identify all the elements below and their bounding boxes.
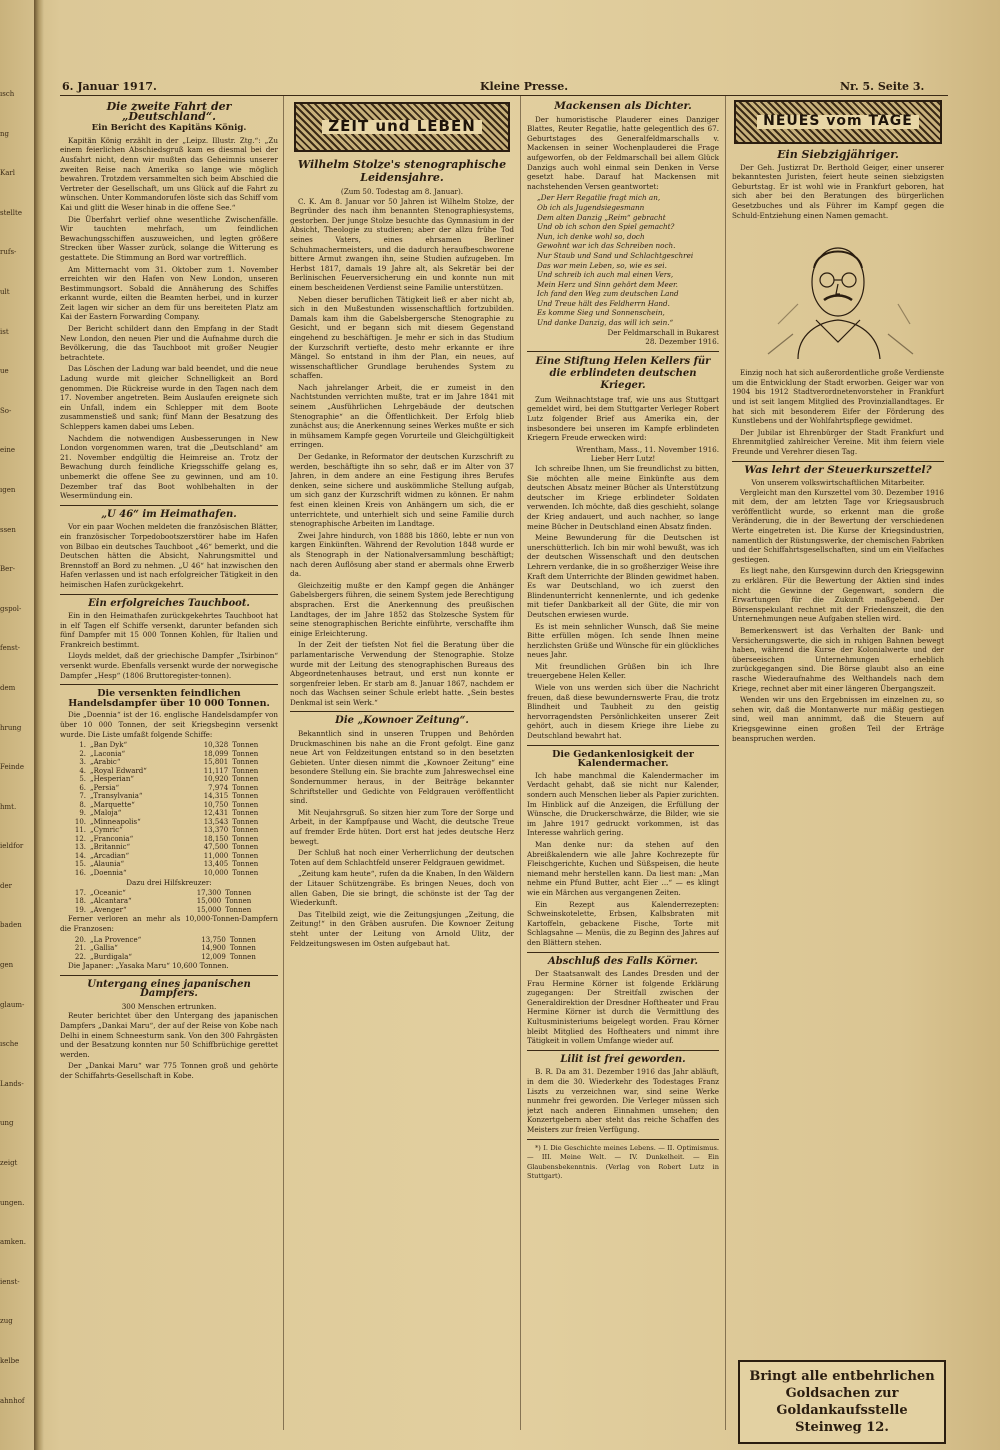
ship-cell: 7.: [79, 792, 86, 801]
ship-cell: „Ban Dyk“: [90, 741, 128, 750]
ship-cell: „Avenger“: [90, 905, 127, 914]
paragraph: Nach jahrelanger Arbeit, die er zumeist in den Nachtstunden verrichten mußte, trat er im Jahre 1841 mit seinem „Ausführlichen Lehrgebäude der deutschen Stenographie“ an die Öffentlichkeit. Der Erfolg blieb zunächst aus; die Anerkennung seines Werkes mußte er sich in mühsamem Kampfe gegen Vorurteile und Gleichgültigkeit erringen.: [290, 382, 514, 450]
ship-cell: 13,750: [201, 935, 226, 944]
article-title: Untergang eines japanischen Dampfers.: [87, 978, 251, 1000]
ship-cell: „Persia“: [90, 783, 120, 792]
divider: [527, 745, 719, 746]
divider: [527, 1139, 719, 1140]
divider: [60, 594, 278, 595]
article-title: Die versenkten feindlichen Handelsdampfer über 10 000 Tonnen.: [68, 688, 270, 709]
paragraph: In der Zeit der tiefsten Not fiel die Beratung über die parlamentarische Verwendung der Stenographie. Stolze wurde mit der Leitung des stenographischen Bureaus des Abgeordnetenhauses betraut, und erst nun konnte er sorgenfreier leben. Er starb am 8. Januar 1867, nachdem er noch das Wachsen seiner Schule erlebt hatte. „Sein bestes Denkmal ist sein Werk.“: [290, 640, 514, 707]
paragraph: Mit Neujahrsgruß. So sitzen hier zum Tore der Sorge und Arbeit, in der Kampfpause und Wacht, die deutsche Treue auf fremder Erde hüten. Dort erst hat jedes deutsche Herz bewegt.: [290, 807, 514, 846]
article-intro: Der Geh. Justizrat Dr. Berthold Geiger, einer unserer bekanntesten Juristen, feiert heute seinen siebzigsten Geburtstag. Er ist wohl wie in Frankfurt geboren, hat sich aber bei den Beratungen des bürgerlichen Gesetzbuches und als Führer im Kampf gegen die Schuld-Entziehung einen Namen gemacht.: [732, 162, 944, 220]
ship-cell: „Marquette“: [90, 800, 135, 809]
article-body: [290, 729, 514, 948]
ship-row: [60, 860, 278, 869]
paragraph: „Zeitung kam heute“, rufen da die Knaben, In den Wäldern der Litauer Schützengräbe. Es bringen Neues, doch von allen Gaben, Die sie bringt, die schönste ist der Tag der Wiederkunft.: [290, 869, 514, 908]
poem-signature: Der Feldmarschall in Bukarest: [607, 327, 719, 337]
ship-cell: „La Provence“: [90, 935, 142, 944]
ship-cell: 22.: [74, 952, 86, 961]
ship-row: [60, 843, 278, 852]
poem-date: 28. Dezember 1916.: [645, 337, 719, 347]
column-rule: [520, 95, 521, 1430]
article-subtitle: Ein Bericht des Kapitäns König.: [91, 123, 247, 134]
header-paper-name: Kleine Presse.: [480, 80, 569, 93]
article-intro: Der humoristische Plauderer eines Danziger Blattes, Reuter Regatlie, hatte gelegentlich des 67. Geburtstages des Generalfeldmarschalls v. Mackensen in seiner Wochenplauderei die Frage aufgeworfen, ob der Feldmarschall bei allem Glück Danzigs auch wohl einmal sein Denken in Verse gesetzt habe. Darauf hat Mackensen mit nachstehenden Versen geantwortet:: [527, 114, 719, 191]
gold-purchase-advertisement: Bringt alle entbehrlichen Goldsachen zur Goldankaufsstelle Steinweg 12.: [738, 1360, 946, 1444]
ship-row: [60, 936, 278, 945]
ship-row: [60, 741, 278, 750]
ship-cell: „Cymric“: [90, 826, 123, 835]
edge-fragment: dem: [0, 683, 16, 692]
ship-cell: 11,000: [203, 851, 229, 860]
ship-cell: Tonnen: [232, 809, 259, 818]
section-banner: [294, 102, 510, 152]
paragraph: Lloyds meldet, daß der griechische Dampfer „Tsirbinon“ versenkt wurde. Ebenfalls versenkt wurde der norwegische Dampfer „Hesp“ (1806 Bruttoregister-tonnen).: [60, 651, 278, 680]
paragraph: Ich schreibe Ihnen, um Sie freundlichst zu bitten, Sie möchten alle meine Einkünfte aus dem deutschen Absatz meiner Bücher als Unterstützung deutscher im Kriege erblindeter Soldaten verwenden. Ich möchte, daß dies geschieht, solange der Krieg andauert, und auch nachher, so lange meine Bücher in Deutschland einen Absatz finden.: [527, 464, 719, 531]
ship-cell: 13,543: [203, 817, 229, 826]
article-title: Eine Stiftung Helen Kellers für die erblindeten deutschen Krieger.: [535, 355, 711, 391]
ship-cell: 18.: [74, 897, 86, 906]
edge-fragment: ıgen: [0, 485, 16, 494]
poem-line: Und ob ich schon den Spiel gemacht?: [537, 222, 675, 232]
ship-cell: 10,328: [203, 741, 229, 750]
ship-cell: Tonnen: [232, 800, 259, 809]
paragraph: Ein in den Heimathafen zurückgekehrtes Tauchboot hat in elf Tagen elf Schiffe versenkt, darunter befanden sich fünf Dampfer mit 15 000 Tonnen Kohlen, für Italien und Frankreich bestimmt.: [60, 611, 278, 649]
paragraph: Man denke nur: da stehen auf den Abreißkalendern wie alle Jahre Kochrezepte für Fleischgerichte, Kuchen und Süßspeisen, die heute niemand mehr herstellen kann. Da liest man: „Man nehme ein Pfund Butter, acht Eier ...“ — es klingt wie ein Märchen aus vergangenen Zeiten.: [527, 839, 719, 897]
ship-cell: „Hesperian“: [90, 775, 134, 784]
ship-cell: Tonnen: [232, 860, 259, 869]
ship-row: [60, 944, 278, 953]
ship-cell: Tonnen: [225, 897, 252, 906]
article-body: [60, 522, 278, 589]
french-label: Ferner verloren an mehr als 10,000-Tonnen-Dampfern die Franzosen:: [60, 914, 278, 933]
paragraph: B. R. Da am 31. Dezember 1916 das Jahr abläuft, in dem die 30. Wiederkehr des Todestages Franz Liszts zu verzeichnen war, sind seine Werke nunmehr frei geworden. Die Verleger müssen sich jetzt nach anderen Einnahmen umsehen; den Konzertgebern aber steht das reiche Schaffen des Meisters zur freien Verfügung.: [527, 1067, 719, 1134]
ship-cell: „Gallia“: [90, 944, 118, 952]
ship-cell: 12,431: [203, 809, 229, 818]
ship-cell: 5.: [79, 775, 86, 784]
ship-cell: 13.: [74, 843, 86, 852]
divider: [60, 975, 278, 976]
article-title: Ein erfolgreiches Tauchboot.: [88, 597, 250, 609]
poem-line: Und Treue hält des Feldherrn Hand.: [537, 298, 670, 308]
edge-fragment: ult: [0, 287, 10, 296]
ship-cell: „Transylvania“: [90, 792, 143, 801]
paragraph: Es ist mein sehnlicher Wunsch, daß Sie meine Bitte erfüllen mögen. Ich sende Ihnen meine herzlichsten Grüße und Wünsche für ein glückliches neues Jahr.: [527, 621, 719, 660]
article-body: [732, 368, 944, 456]
paragraph: Neben dieser beruflichen Tätigkeit ließ er aber nicht ab, sich in den Mußestunden wissenschaftlich fortzubilden. Damals kam ihm die Gabelsbergersche Stenographie zu Gesicht, und er begann sich mit diesem Gegenstand eingehend zu beschäftigen. Je mehr er sich in das Studium der Kurzschrift vertiefte, desto mehr erkannte er ihre Mängel. So entstand in ihm der Plan, ein neues, auf wissenschaftlicher Grundlage beruhendes System zu schaffen.: [290, 294, 514, 381]
article-title: Lilit ist frei geworden.: [560, 1053, 686, 1065]
ship-row: [60, 869, 278, 878]
paragraph: Bekanntlich sind in unseren Truppen und Behörden Druckmaschinen bis nahe an die Front gefolgt. Eine ganz neue Art von Feldzeitungen entstand so in den besetzten Gebieten. Unter diesen nimmt die „Kownoer Zeitung“ eine besondere Stellung ein. Sie brachte zum Jahreswechsel eine Sondernummer heraus, in der Beiträge bekannter Schriftsteller und Gedichte von Feldgrauen veröffentlicht sind.: [290, 729, 514, 806]
ship-row: [60, 835, 278, 844]
banner-text: NEUES vom TAGE: [757, 115, 919, 129]
paragraph: Gleichzeitig mußte er den Kampf gegen die Anhänger Gabelsbergers führen, die seinem System jede Berechtigung absprachen. Erst die Anerkennung des preußischen Landtages, der im Jahre 1852 das Stolzesche System für seine stenographischen Berichte einführte, verschaffte ihm einige Erleichterung.: [290, 580, 514, 638]
article-subtitle: Von unserem volkswirtschaftlichen Mitarbeiter.: [751, 478, 925, 488]
ship-cell: 21.: [74, 944, 86, 952]
ship-cell: Tonnen: [232, 741, 259, 750]
ship-cell: „Arcadian“: [90, 851, 130, 860]
paragraph: Die Überfahrt verlief ohne wesentliche Zwischenfälle. Wir tauchten mehrfach, um feindlichen Bewachungsschiffen auszuweichen, und legten größere Strecken über Wasser zurück, solange die Witterung es gestattete. Die Stimmung an Bord war vortrefflich.: [60, 214, 278, 262]
edge-fragment: gspol-: [0, 604, 22, 613]
edge-fragment: Lands-: [0, 1079, 24, 1088]
article-body: [60, 611, 278, 680]
article-body: [732, 488, 944, 743]
ship-cell: 11.: [74, 826, 86, 835]
ship-cell: 14,900: [201, 944, 226, 952]
poem-line: Und schreib ich auch mal einen Vers,: [537, 270, 674, 280]
ship-cell: 10,000: [203, 868, 229, 877]
paragraph: Das Titelbild zeigt, wie die Zeitungsjungen „Zeitung, die Zeitung!“ in den Gräben ausrufen. Die Kownoer Zeitung steht unter der Leitung von Arnold Ulitz, der Feldzeitungswesen im Osten aufgebaut hat.: [290, 909, 514, 948]
poem-line: Das war mein Leben, so, wie es sei.: [537, 260, 667, 270]
ship-cell: 18,099: [203, 749, 229, 758]
poem-line: Und danke Danzig, das will ich sein.“: [537, 318, 674, 328]
edge-fragment: rufs-: [0, 248, 17, 257]
article-intro: Die „Doennia“ ist der 16. englische Handelsdampfer von über 10 000 Tonnen, der seit Kriegsbeginn versenkt wurde. Die Liste umfaßt folgende Schiffe:: [60, 710, 278, 739]
edge-fragment: gen: [0, 961, 14, 970]
edge-fragment: Ber-: [0, 565, 15, 574]
paragraph: Vor ein paar Wochen meldeten die französischen Blätter, ein französischer Torpedobootszerstörer habe im Hafen von Bilbao ein deutsches Tauchboot „46“ bemerkt, und die Deutschen hätten die Absicht, Nahrungsmittel und Brennstoff an Bord zu nehmen. „U 46“ hat inzwischen den Hafen verlassen und ist nach erfolgreicher Tätigkeit in den heimischen Hafen zurückgekehrt.: [60, 522, 278, 589]
article-body: [527, 969, 719, 1046]
article-body: [60, 1011, 278, 1080]
ship-row: [60, 852, 278, 861]
divider: [527, 351, 719, 352]
ship-cell: 8.: [79, 800, 86, 809]
article-subtitle: 300 Menschen ertrunken.: [121, 1001, 217, 1011]
article-body: [290, 197, 514, 708]
ship-cell: 15,000: [196, 905, 222, 914]
header-page-number: Nr. 5. Seite 3.: [840, 80, 925, 93]
article-intro: Zum Weihnachtstage traf, wie uns aus Stuttgart gemeldet wird, bei dem Stuttgarter Verleger Robert Lutz folgender Brief aus Amerika ein, der insbesondere bei unseren im Kampfe erblindeten Kriegern Freude erwecken wird:: [527, 394, 719, 443]
ship-cell: Tonnen: [232, 868, 259, 877]
ship-cell: Tonnen: [232, 826, 259, 835]
ship-cell: Tonnen: [232, 843, 259, 852]
header-date: 6. Januar 1917.: [62, 80, 157, 93]
edge-fragment: glaum-: [0, 1000, 25, 1009]
article-title: Die Gedankenlosigkeit der Kalendermacher.: [552, 748, 694, 770]
edge-fragment: Feinde: [0, 763, 24, 772]
poem-line: Nun, ich denke wohl so, doch: [537, 231, 645, 241]
ship-cell: Tonnen: [232, 766, 259, 775]
ship-row: [60, 767, 278, 776]
divider: [527, 1050, 719, 1051]
ship-cell: Tonnen: [232, 817, 259, 826]
article-title: Abschluß des Falls Körner.: [548, 955, 698, 967]
french-ship-table: [60, 936, 278, 962]
poem-line: Nur Staub und Sand und Schlachtgeschrei: [537, 250, 694, 260]
column-4: [732, 98, 944, 1433]
ship-cell: 14,315: [203, 792, 229, 801]
edge-fragment: ienst-: [0, 1277, 20, 1286]
poem-line: Ob ich als Jugendsiegesmann: [537, 202, 645, 212]
paragraph: Der Jubilar ist Ehrenbürger der Stadt Frankfurt und Ehrenmitglied zahlreicher Vereine. Mit ihm feiern viele Freunde und Verehrer diesen Tag.: [732, 427, 944, 456]
ship-cell: 14.: [74, 851, 86, 860]
ship-row: [60, 775, 278, 784]
poem-line: Es komme Sieg und Sonnenschein,: [537, 308, 665, 318]
edge-fragment: ue: [0, 367, 9, 376]
page-fold: [34, 0, 44, 1450]
paragraph: Am Mitternacht vom 31. Oktober zum 1. November erreichten wir den Hafen von New London, unseren Bestimmungsort. Sobald die Annäherung des Schiffes erkannt wurde, eilten die Beamten herbei, und in kurzer Zeit lagen wir sicher an dem für uns bereiteten Platz am Kai der Eastern Forwarding Company.: [60, 264, 278, 322]
poem-line: Mein Herz und Sinn gehört dem Meer.: [537, 279, 678, 289]
paragraph: Der Bericht schildert dann den Empfang in der Stadt New London, den neuen Pier und die Aufnahme durch die Bevölkerung, die das Tauchboot mit großer Neugier betrachtete.: [60, 324, 278, 362]
edge-fragment: ısche: [0, 1040, 19, 1049]
edge-fragment: der: [0, 881, 12, 890]
edge-fragment: fenst-: [0, 644, 21, 653]
ship-row: [60, 784, 278, 793]
edge-fragment: hmt.: [0, 802, 17, 811]
ship-cell: 13,370: [203, 826, 229, 835]
ship-row: [60, 889, 278, 898]
article-title: Ein Siebzigjähriger.: [777, 148, 899, 161]
edge-fragment: zeigt: [0, 1159, 18, 1168]
ship-cell: „Oceanic“: [90, 888, 126, 897]
header-rule: [60, 95, 948, 96]
ship-table: [60, 741, 278, 877]
section-banner: [734, 100, 942, 144]
edge-fragment: stellte: [0, 208, 22, 217]
ship-cell: 17,300: [196, 888, 222, 897]
column-rule: [283, 95, 284, 1430]
edge-fragment: baden: [0, 921, 22, 930]
edge-fragment: ungen.: [0, 1198, 25, 1207]
divider: [60, 505, 278, 506]
ship-cell: „Minneapolis“: [90, 817, 141, 826]
article-title: Die zweite Fahrt der „Deutschland“.: [106, 100, 232, 123]
japan-line: Die Japaner: „Yasaka Maru“ 10,600 Tonnen.: [68, 961, 229, 970]
paragraph: Das Löschen der Ladung war bald beendet, und die neue Ladung wurde mit gleicher Schnelligkeit an Bord genommen. Die Rückreise wurde in den Tagen nach dem 17. November angetreten. Beim Auslaufen ereignete sich ein Unfall, indem ein Schlepper mit dem Boote zusammenstieß und sank; fünf Mann der Besatzung des Schleppers kamen dabei ums Leben.: [60, 364, 278, 431]
paragraph: Kapitän König erzählt in der „Leipz. Illustr. Ztg.“: „Zu einem feierlichen Abschiedsgruß kam es diesmal bei der Ausfahrt nicht, denn wir mußten das Geheimnis unserer zweiten Reise nach Amerika so lange wie möglich bewahren. Trotzdem versammelten sich beim Abschied die Vertreter der Gesellschaft, um uns Glück auf die Fahrt zu wünschen. Unter Kommandorufen löste sich das Schiff vom Kai und glitt die Weser hinab in die offene See.“: [60, 135, 278, 212]
divider: [290, 711, 514, 712]
edge-fragment: eine: [0, 446, 16, 455]
ship-cell: 6.: [79, 783, 86, 792]
ship-cell: Tonnen: [229, 952, 256, 961]
ship-row: [60, 818, 278, 827]
edge-fragment: ieldfor: [0, 842, 24, 851]
ship-row: [60, 758, 278, 767]
ship-cell: 12,009: [201, 952, 226, 961]
ship-cell: „Alaunia“: [90, 860, 125, 869]
article-title: Wilhelm Stolze's stenographische Leidensjahre.: [297, 158, 507, 184]
column-1: [60, 98, 278, 1433]
poem-line: Ich fand den Weg zum deutschen Land: [537, 289, 679, 299]
paragraph: Bemerkenswert ist das Verhalten der Bank- und Versicherungswerte, die sich in ruhigen Bahnen bewegt haben, während die Kurse der Kolonialwerte und der überseeischen Unternehmungen erheblich zurückgegangen sind. Die Börse glaubt also an eine rasche Wiederaufnahme des Welthandels nach dem Kriege, rechnet aber mit einer längeren Übergangszeit.: [732, 626, 944, 693]
ship-row: [60, 906, 278, 915]
ship-row: [60, 792, 278, 801]
column-rule: [725, 95, 726, 1430]
paragraph: Meine Bewunderung für die Deutschen ist unerschütterlich. Ich bin mir wohl bewußt, was ich der deutschen Wissenschaft und den deutschen Lehrern verdanke, die in so großherziger Weise ihre Kraft dem Unterrichte der Blinden gewidmet haben. Es war Deutschland, wo ich zuerst den Blindenunterricht kennenlernte, und ich gedenke mit tiefer Dankbarkeit all der Güte, die mir von Deutschen erwiesen wurde.: [527, 533, 719, 619]
ship-cell: Tonnen: [232, 749, 259, 758]
edge-fragment: ısch: [0, 90, 15, 98]
ship-row: [60, 750, 278, 759]
ship-cell: Tonnen: [232, 775, 259, 784]
ship-row: [60, 897, 278, 906]
ship-cell: 13,405: [203, 860, 229, 869]
paragraph: C. K. Am 8. Januar vor 50 Jahren ist Wilhelm Stolze, der Begründer des nach ihm benannten Stenographiesystems, gestorben. Der junge Stolze besuchte das Gymnasium in der Absicht, Theologie zu studieren; aber der allzu frühe Tod seines Vaters, eines ehrsamen Berliner Schuhmachermeisters, und die dadurch heraufbeschworene bittere Armut zwangen ihn, seine Studien aufzugeben. Im Herbst 1817, damals 19 Jahre alt, als Sekretär bei der Berlinischen Feuerversicherung ein und konnte nun mit einem bescheidenen Verdienst seine Familie unterstützen.: [290, 196, 514, 292]
footnote: *) I. Die Geschichte meines Lebens. — II. Optimismus. — III. Meine Welt. — IV. Dunkelheit. — Ein Glaubensbekenntnis. (Verlag von Robert Lutz in Stuttgart).: [527, 1143, 719, 1181]
article-body: [527, 464, 719, 741]
ship-cell: 19.: [74, 905, 86, 914]
ship-row: [60, 826, 278, 835]
paragraph: Ich habe manchmal die Kalendermacher im Verdacht gehabt, daß sie nicht nur Kalender, sondern auch Menschen lieber als Papier zurichten. Im Hinblick auf die Anzeigen, die Erfüllung der Wünsche, die Druckerschwärze, die Bilder, wie sie im Jahre 1917 gedruckt vorkommen, ist das Interesse wahrlich gering.: [527, 770, 719, 838]
edge-fragment: ssen: [0, 525, 16, 534]
ship-cell: 1.: [79, 741, 86, 750]
ship-row: [60, 953, 278, 962]
ship-cell: Tonnen: [225, 888, 252, 897]
ship-cell: 15.: [74, 860, 86, 869]
ship-row: [60, 809, 278, 818]
ship-cell: 3.: [79, 758, 86, 767]
article-subtitle: (Zum 50. Todestag am 8. Januar).: [340, 187, 464, 196]
ship-cell: „Alcantara“: [90, 897, 132, 906]
paragraph: Vergleicht man den Kurszettel vom 30. Dezember 1916 mit dem, der am letzten Tage vor Kriegsausbruch veröffentlicht wurde, so erkennt man die große Veränderung, die in der Bewertung der verschiedenen Werte eingetreten ist. Die Kurse der Kriegsindustrien, namentlich der Rüstungswerke, der chemischen Fabriken und der Schiffahrtsgesellschaften, sind um ein Vielfaches gestiegen.: [732, 487, 944, 564]
ship-cell: 10,920: [203, 775, 229, 784]
ship-cell: 10.: [74, 817, 86, 826]
ship-cell: „Britannic“: [90, 843, 131, 852]
paragraph: Der Schluß hat noch einer Verherrlichung der deutschen Toten auf dem Schlachtfeld unserer Feldgrauen gewidmet.: [290, 848, 514, 867]
paragraph: Ein Rezept aus Kalenderrezepten: Schweinskotelette, Erbsen, Kalbsbraten mit Kartoffeln, gebackene Fische, Torte mit Schlagsahne — Menüs, die zu Beginn des Jahres auf den Blättern stehen.: [527, 899, 719, 947]
poem-line: „Der Herr Regatlie fragt mich an,: [537, 193, 661, 203]
ship-cell: Tonnen: [232, 758, 259, 767]
divider: [527, 952, 719, 953]
paragraph: Der „Dankai Maru“ war 775 Tonnen groß und gehörte der Schiffahrts-Gesellschaft in Kobe.: [60, 1061, 278, 1080]
edge-fragment: Karl: [0, 169, 15, 178]
paragraph: Zwei Jahre hindurch, von 1888 bis 1860, lebte er nun von kargen Einkünften. Während der Revolution 1848 wurde er als Stenograph in der Nationalversammlung beschäftigt; nach deren Auflösung aber stand er abermals ohne Erwerb da.: [290, 530, 514, 579]
aux-ship-table: [60, 889, 278, 915]
portrait-illustration: [738, 224, 938, 364]
poem-line: Gewohnt war ich das Schreiben noch.: [537, 241, 676, 251]
paragraph: Wenden wir uns den Ergebnissen im einzelnen zu, so sehen wir, daß die Montanwerte nur mäßig gestiegen sind, weil man annimmt, daß die Steuern auf Kriegsgewinne einen großen Teil der Erträge beanspruchen werden.: [732, 695, 944, 743]
edge-fragment: ahnhof: [0, 1396, 25, 1405]
ship-cell: 9.: [79, 809, 86, 818]
ship-cell: Tonnen: [229, 935, 256, 944]
article-title: Die „Kownoer Zeitung“.: [335, 715, 469, 727]
edge-fragment: amken.: [0, 1238, 26, 1247]
ship-cell: „Franconia“: [90, 834, 134, 843]
banner-text: ZEIT und LEBEN: [322, 120, 482, 134]
ship-cell: „Maloja“: [90, 809, 122, 818]
article-title: Was lehrt der Steuerkurszettel?: [744, 463, 932, 476]
letter-salutation: Lieber Herr Lutz!: [590, 454, 656, 464]
ship-cell: 10,750: [203, 800, 229, 809]
ship-cell: „Royal Edward“: [90, 766, 147, 775]
edge-fragment: So-: [0, 406, 12, 415]
edge-fragment: ung: [0, 1119, 14, 1128]
edge-fragment: ist: [0, 327, 9, 336]
ship-cell: 15,000: [196, 897, 222, 906]
poem-line: Dem alten Danzig „Reim“ gebracht: [537, 212, 666, 222]
article-body: [60, 136, 278, 501]
edge-fragment: zug: [0, 1317, 13, 1326]
ship-cell: 15,801: [203, 758, 229, 767]
ship-cell: 12.: [74, 834, 86, 843]
ship-cell: 20.: [74, 935, 86, 944]
poem: [527, 193, 719, 327]
ship-cell: 11,117: [203, 766, 229, 775]
divider: [732, 461, 944, 462]
edge-fragment: hrung: [0, 723, 22, 732]
ship-cell: Tonnen: [232, 851, 259, 860]
paragraph: Nachdem die notwendigen Ausbesserungen in New London vorgenommen waren, trat die „Deutschland“ am 21. November endgültig die Heimreise an. Trotz der Bewachung durch feindliche Kriegsschiffe gelang es, unbemerkt die offene See zu gewinnen, und am 10. Dezember traf das Boot wohlbehalten in der Wesermündung ein.: [60, 433, 278, 501]
ship-cell: „Laconia“: [90, 749, 126, 758]
aux-label: Dazu drei Hilfskreuzer:: [126, 878, 212, 888]
column-3: [527, 98, 719, 1433]
divider: [60, 684, 278, 685]
ship-cell: „Doennia“: [90, 868, 127, 877]
article-body: [527, 771, 719, 948]
paragraph: Wiele von uns werden sich über die Nachricht freuen, daß diese bewundernswerte Frau, die trotz Blindheit und Taubheit zu den geistig hervorragendsten Persönlichkeiten unserer Zeit gehört, auch in diesem Kriege ihre Liebe zu Deutschland bewahrt hat.: [527, 683, 719, 741]
ship-cell: Tonnen: [232, 783, 259, 792]
paragraph: Einzig noch hat sich außerordentliche große Verdienste um die Entwicklung der Stadt erworben. Geiger war von 1904 bis 1912 Stadtverordnetenvorsteher in Frankfurt und ist seit langem Mitglied des Provinziallandtages. Er hat sich mit besonderem Eifer der Förderung des Kunstlebens und der Wohlfahrtspflege gewidmet.: [732, 368, 944, 426]
paragraph: Reuter berichtet über den Untergang des japanischen Dampfers „Dankai Maru“, der auf der Reise von Kobe nach Delhi in einem Schneesturm sank. Von den 300 Fahrgästen und der Besatzung konnten nur 50 Schiffbrüchige gerettet werden.: [60, 1011, 278, 1059]
ship-cell: 2.: [79, 749, 86, 758]
paragraph: Der Staatsanwalt des Landes Dresden und der Frau Hermine Körner ist folgende Erklärung zugegangen: Der Streitfall zwischen der Generaldirektion der Dresdner Hoftheater und Frau Hermine Körner ist durch die Vermittlung des Kultusministeriums beigelegt worden. Frau Körner bleibt Mitglied des Hoftheaters und nimmt ihre Tätigkeit in vollem Umfange wieder auf.: [527, 969, 719, 1046]
ship-cell: 18,150: [203, 834, 229, 843]
edge-fragment: kelbe: [0, 1357, 20, 1365]
paragraph: Mit freundlichen Grüßen bin ich Ihre treuergebene Helen Keller.: [527, 661, 719, 681]
article-title: „U 46“ im Heimathafen.: [101, 508, 237, 520]
ship-cell: 17.: [74, 888, 86, 897]
ship-cell: Tonnen: [225, 905, 252, 914]
ship-cell: 16.: [74, 868, 86, 877]
ship-cell: „Arabic“: [90, 758, 121, 767]
ship-row: [60, 801, 278, 810]
article-title: Mackensen als Dichter.: [554, 100, 692, 112]
edge-fragment: ng: [0, 129, 9, 138]
column-2: [290, 100, 514, 1433]
ship-cell: „Burdigala“: [90, 952, 132, 961]
paragraph: Es liegt nahe, den Kursgewinn durch den Kriegsgewinn zu erklären. Für die Bewertung der Aktien sind indes nicht die Gewinne der Gegenwart, sondern die Erwartungen für die Zukunft maßgebend. Der Börsenspekulant rechnet mit der Friedenszeit, die den Unternehmungen neue Aufgaben stellen wird.: [732, 566, 944, 624]
ship-cell: 7,974: [208, 783, 229, 792]
ship-cell: Tonnen: [229, 944, 256, 952]
ship-cell: Tonnen: [232, 792, 259, 801]
ship-cell: 47,500: [203, 843, 229, 852]
paragraph: Der Gedanke, in Reformator der deutschen Kurzschrift zu werden, beschäftigte ihn so sehr, daß er im Alter von 37 Jahren, in dem andere an eine Festigung ihres Berufes denken, seine sichere und auskömmliche Stellung aufgab, um sich ganz der Kurzschrift widmen zu können. Er nahm fest einen kleinen Kreis von Anhängern um sich, die er unterrichtete, und unterhielt sich und seine Familie durch stenographische Arbeiten im Landtage.: [290, 452, 514, 529]
portrait-drawing: [738, 224, 938, 364]
ship-cell: Tonnen: [232, 834, 259, 843]
ship-cell: 4.: [79, 766, 86, 775]
article-body: [527, 1067, 719, 1134]
letter-place: Wrentham, Mass., 11. November 1916.: [575, 444, 719, 454]
previous-page-edge: [0, 90, 34, 1436]
